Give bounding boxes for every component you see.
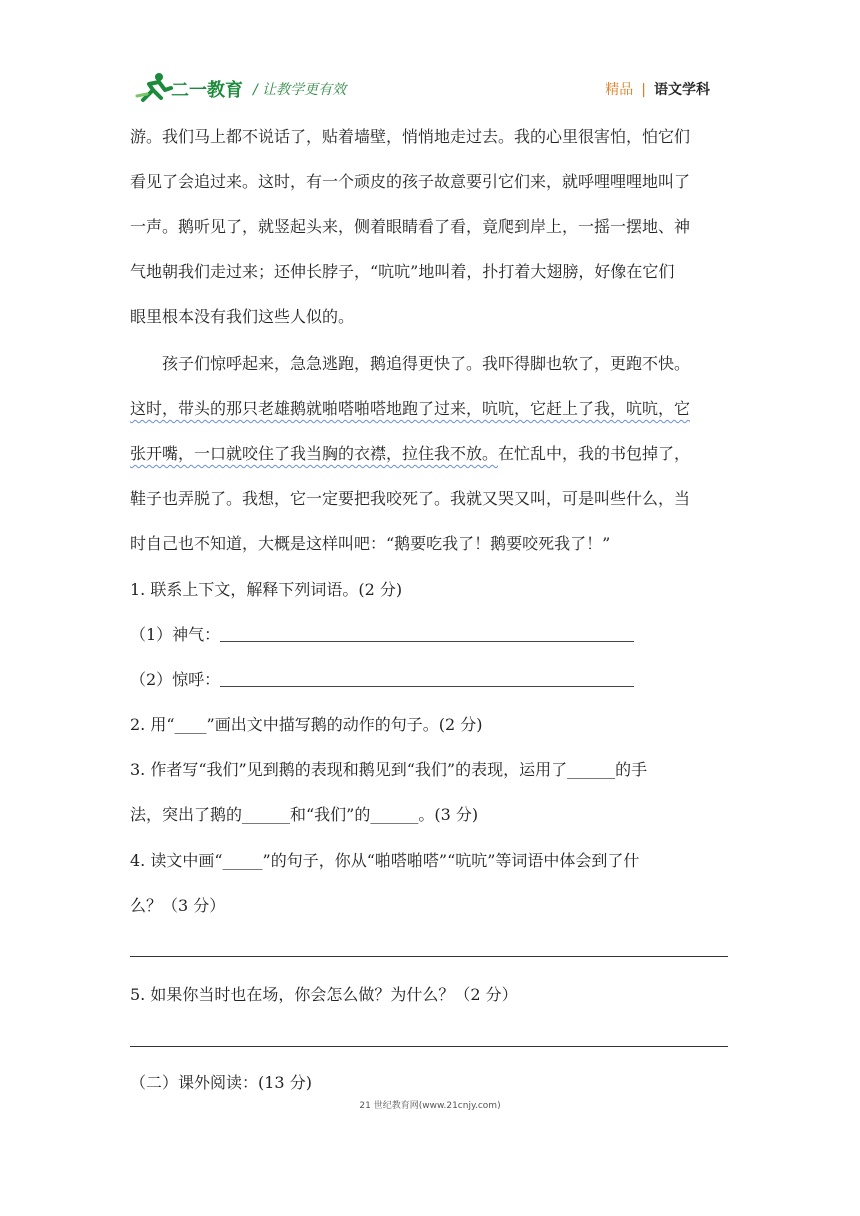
question-4-line1: 4. 读文中画“_____”的句子，你从“啪嗒啪嗒”“吭吭”等词语中体会到了什 [130, 851, 640, 870]
passage-line: 气地朝我们走过来；还伸长脖子，“吭吭”地叫着，扑打着大翅膀，好像在它们 [130, 262, 675, 281]
question-1b-label: （2）惊呼： [130, 670, 221, 689]
answer-blank-1b[interactable] [220, 668, 634, 687]
logo [135, 70, 245, 106]
passage-line: 鞋子也弄脱了。我想，它一定要把我咬死了。我就又哭又叫，可是叫些什么，当 [130, 489, 691, 508]
quality-label: 精品 [605, 82, 634, 98]
passage-line: 眼里根本没有我们这些人似的。 [130, 307, 355, 326]
wavy-underlined-sentence: 这时，带头的那只老雄鹅就啪嗒啪嗒地跑了过来，吭吭，它赶上了我，吭吭，它 [130, 399, 691, 418]
answer-line-q5[interactable] [130, 1046, 728, 1047]
passage-line: 时自己也不知道，大概是这样叫吧：“鹅要吃我了！鹅要咬死我了！” [130, 534, 611, 553]
passage-line: 游。我们马上都不说话了，贴着墙壁，悄悄地走过去。我的心里很害怕，怕它们 [130, 127, 691, 146]
question-3-line2: 法，突出了鹅的______和“我们”的______。(3 分) [130, 805, 479, 824]
passage-line-mixed [130, 431, 730, 476]
passage-text: 在忙乱中，我的书包掉了， [498, 444, 691, 463]
runner-logo-icon [135, 70, 175, 106]
subject-label: 语文学科 [654, 82, 710, 98]
header-separator: | [641, 82, 646, 98]
passage-line-underlined [130, 386, 730, 431]
header-right [605, 79, 710, 99]
question-4-line2: 么？（3 分） [130, 896, 226, 915]
section-2-heading: （二）课外阅读：(13 分) [130, 1073, 312, 1092]
question-2: 2. 用“____”画出文中描写鹅的动作的句子。(2 分) [130, 715, 483, 734]
logo-text: 二一教育 [171, 80, 243, 101]
slogan: / 让教学更有效 [253, 82, 347, 98]
passage-line: 一声。鹅听见了，就竖起头来，侧着眼睛看了看，竟爬到岸上，一摇一摆地、神 [130, 217, 691, 236]
answer-line-q4[interactable] [130, 956, 728, 957]
answer-blank-1a[interactable] [220, 623, 634, 642]
question-1: 1. 联系上下文，解释下列词语。(2 分) [130, 580, 403, 599]
page-header [135, 70, 735, 106]
question-1a-label: （1）神气： [130, 625, 221, 644]
wavy-underlined-sentence: 张开嘴，一口就咬住了我当胸的衣襟，拉住我不放。 [130, 444, 499, 463]
page-footer: 21 世纪教育网(www.21cnjy.com) [359, 1101, 501, 1111]
passage-line: 看见了会追过来。这时，有一个顽皮的孩子故意要引它们来，就呼哩哩哩地叫了 [130, 172, 691, 191]
question-3-line1: 3. 作者写“我们”见到鹅的表现和鹅见到“我们”的表现，运用了______的手 [130, 760, 648, 779]
passage-line: 孩子们惊呼起来，急急逃跑，鹅追得更快了。我吓得脚也软了，更跑不快。 [130, 354, 691, 373]
question-5: 5. 如果你当时也在场，你会怎么做？为什么？（2 分） [130, 985, 518, 1004]
question-1b [130, 657, 730, 702]
question-1a [130, 612, 730, 657]
